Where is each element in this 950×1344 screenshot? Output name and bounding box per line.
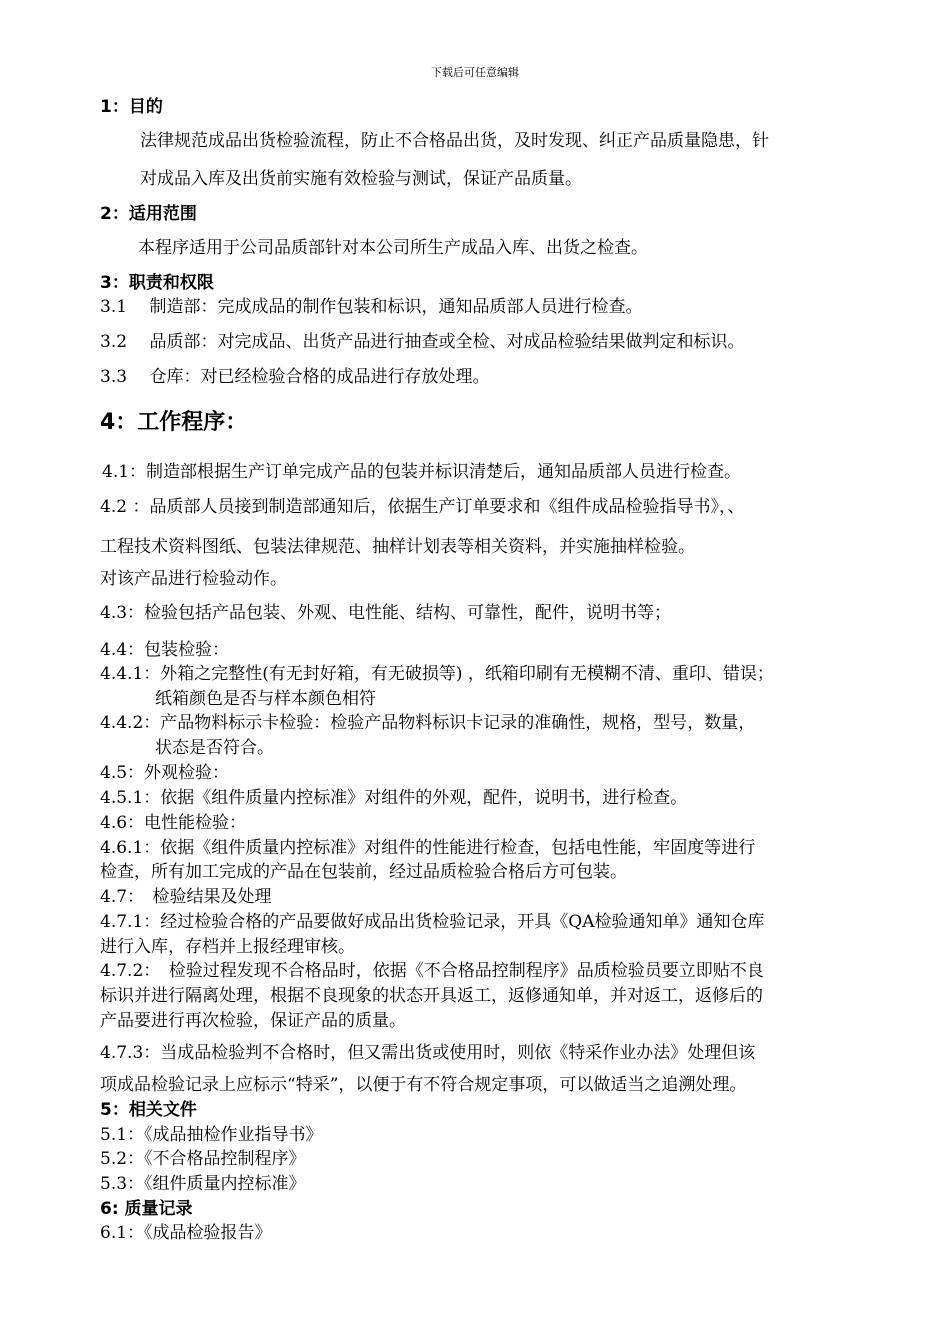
section-4-item-6-1-line-1: 4.6.1：依据《组件质量内控标准》对组件的性能进行检查，包括电性能，牢固度等进行 [100,838,756,858]
section-5-item-1: 5.1：《成品抽检作业指导书》 [100,1125,323,1145]
section-4-item-4-1-line-2: 纸箱颜色是否与样本颜色相符 [155,689,376,709]
section-1-paragraph-line-1: 法律规范成品出货检验流程，防止不合格品出货，及时发现、纠正产品质量隐患，针 [140,131,769,151]
section-4-item-6-1-line-2: 检查，所有加工完成的产品在包装前，经过品质检验合格后方可包装。 [100,862,627,882]
section-5-item-2: 5.2：《不合格品控制程序》 [100,1149,306,1169]
section-4-item-7-2-line-2: 标识并进行隔离处理，根据不良现象的状态开具返工，返修通知单，并对返工，返修后的 [100,986,763,1006]
section-4-item-4-2-line-2: 状态是否符合。 [155,738,274,758]
section-3-title: 3：职责和权限 [100,273,214,293]
section-5-title: 5：相关文件 [100,1100,197,1120]
section-4-item-7-3-line-2: 项成品检验记录上应标示“特采”，以便于有不符合规定事项，可以做适当之追溯处理。 [100,1075,747,1095]
section-3-item-2: 3.2 品质部：对完成品、出货产品进行抽查或全检、对成品检验结果做判定和标识。 [100,332,745,352]
section-4-item-1: 4.1：制造部根据生产订单完成产品的包装并标识清楚后，通知品质部人员进行检查。 [102,462,742,482]
section-4-item-7-2-line-3: 产品要进行再次检验，保证产品的质量。 [100,1011,406,1031]
section-4-item-7-1-line-1: 4.7.1：经过检验合格的产品要做好成品出货检验记录，开具《QA检验通知单》通知仓库 [100,912,765,932]
section-6-item-1: 6.1：《成品检验报告》 [100,1223,272,1243]
section-1-title: 1：目的 [100,97,163,117]
section-4-item-6: 4.6：电性能检验： [100,813,247,833]
section-4-item-7-3-line-1: 4.7.3：当成品检验判不合格时，但又需出货或使用时，则依《特采作业办法》处理但该 [100,1043,756,1063]
section-4-item-2-line-2: 工程技术资料图纸、包装法律规范、抽样计划表等相关资料，并实施抽样检验。 [100,537,695,557]
page-banner: 下载后可任意编辑 [431,66,519,79]
section-4-item-5-1: 4.5.1：依据《组件质量内控标准》对组件的外观，配件，说明书，进行检查。 [100,788,688,808]
section-3-item-3: 3.3 仓库：对已经检验合格的成品进行存放处理。 [100,367,490,387]
section-4-item-2-line-1: 4.2 ：品质部人员接到制造部通知后，依据生产订单要求和《组件成品检验指导书》，、 [100,497,745,517]
section-3-item-1: 3.1 制造部：完成成品的制作包装和标识，通知品质部人员进行检查。 [100,297,643,317]
section-4-item-4-2-line-1: 4.4.2：产品物料标示卡检验：检验产品物料标识卡记录的准确性，规格，型号，数量， [100,713,756,733]
section-4-item-7: 4.7： 检验结果及处理 [100,887,272,907]
section-4-item-4-1-line-1: 4.4.1：外箱之完整性(有无封好箱，有无破损等) ，纸箱印刷有无模糊不清、重印、错误； [100,664,774,684]
section-4-item-2-line-3: 对该产品进行检验动作。 [100,569,287,589]
section-4-item-7-1-line-2: 进行入库，存档并上报经理审核。 [100,937,355,957]
section-6-title: 6: 质量记录 [100,1199,193,1219]
section-4-item-7-2-line-1: 4.7.2： 检验过程发现不合格品时，依据《不合格品控制程序》品质检验员要立即贴不良 [100,961,764,981]
section-2-paragraph: 本程序适用于公司品质部针对本公司所生产成品入库、出货之检查。 [138,238,648,258]
section-4-item-3: 4.3：检验包括产品包装、外观、电性能、结构、可靠性，配件，说明书等； [100,603,672,623]
section-4-item-5: 4.5：外观检验： [100,763,230,783]
section-1-paragraph-line-2: 对成品入库及出货前实施有效检验与测试，保证产品质量。 [140,169,582,189]
section-4-item-4: 4.4：包装检验： [100,640,230,660]
section-5-item-3: 5.3：《组件质量内控标准》 [100,1174,306,1194]
section-2-title: 2：适用范围 [100,204,197,224]
section-4-title: 4：工作程序： [100,410,248,435]
